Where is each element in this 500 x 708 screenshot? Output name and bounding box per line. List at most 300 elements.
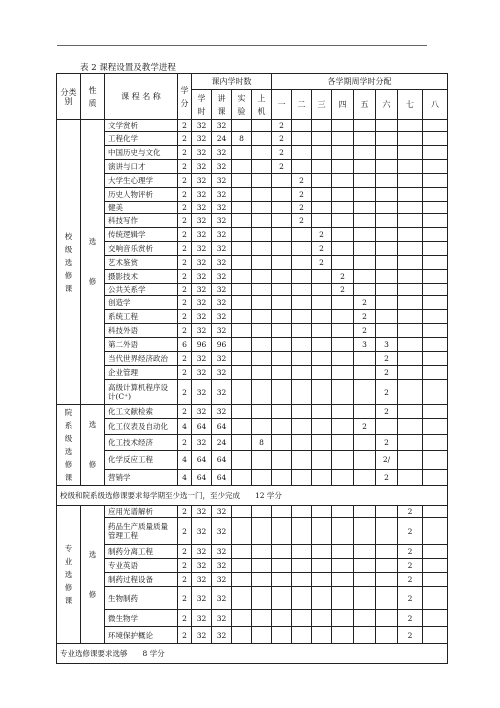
semester-hours-cell	[398, 338, 423, 352]
total-cell: 96	[192, 338, 212, 352]
semester-hours-cell	[312, 610, 332, 627]
semester-hours-cell	[332, 627, 354, 644]
semester-hours-cell: 2	[272, 160, 292, 174]
course-name-cell: 应用光谱解析	[105, 506, 178, 518]
semester-hours-cell	[332, 380, 354, 405]
semester-hours-cell	[354, 587, 376, 610]
lecture-cell: 32	[212, 545, 232, 559]
credit-cell: 2	[178, 518, 192, 545]
semester-hours-cell	[398, 228, 423, 242]
computer-cell	[252, 270, 272, 284]
header-total-hours: 学时	[192, 90, 212, 120]
semester-hours-cell	[272, 228, 292, 242]
semester-hours-cell	[312, 324, 332, 338]
table-caption: 表 2 课程设置及教学进程	[80, 63, 176, 73]
semester-hours-cell	[332, 160, 354, 174]
semester-hours-cell: 2	[376, 366, 398, 380]
lecture-cell: 64	[212, 469, 232, 485]
credit-cell: 2	[178, 284, 192, 296]
table-row	[57, 160, 448, 174]
semester-hours-cell	[332, 338, 354, 352]
semester-hours-cell	[354, 146, 376, 160]
semester-hours-cell: 2	[376, 352, 398, 366]
total-cell: 32	[192, 242, 212, 256]
semester-hours-cell	[292, 120, 312, 132]
table-row	[57, 434, 448, 450]
total-cell: 32	[192, 202, 212, 214]
semester-hours-cell	[292, 296, 312, 310]
semester-hours-cell	[272, 559, 292, 573]
lecture-cell: 64	[212, 451, 232, 469]
lecture-cell: 32	[212, 352, 232, 366]
lab-cell	[232, 573, 252, 587]
computer-cell	[252, 242, 272, 256]
course-table	[56, 73, 448, 664]
semester-hours-cell	[272, 627, 292, 644]
computer-cell	[252, 405, 272, 419]
lab-cell	[232, 338, 252, 352]
course-name-cell: 系统工程	[105, 310, 178, 324]
credit-cell: 2	[178, 610, 192, 627]
credit-cell: 2	[178, 366, 192, 380]
computer-cell: 8	[252, 434, 272, 450]
semester-hours-cell: 2	[272, 120, 292, 132]
credit-cell: 2	[178, 132, 192, 146]
semester-hours-cell	[423, 338, 448, 352]
table-row	[57, 559, 448, 573]
semester-hours-cell	[423, 366, 448, 380]
nature-cell: 选 修	[81, 405, 105, 486]
total-cell: 32	[192, 256, 212, 270]
semester-hours-cell	[332, 559, 354, 573]
credit-cell: 2	[178, 256, 192, 270]
semester-hours-cell	[423, 469, 448, 485]
lab-cell	[232, 228, 252, 242]
table-row	[57, 132, 448, 146]
semester-hours-cell: 2	[292, 174, 312, 188]
table-row	[57, 324, 448, 338]
category-cell: 专业选修课	[57, 506, 81, 644]
header-semester: 七	[398, 90, 423, 120]
semester-hours-cell	[398, 202, 423, 214]
credit-cell: 2	[178, 310, 192, 324]
semester-hours-cell	[312, 132, 332, 146]
semester-hours-cell	[398, 284, 423, 296]
semester-hours-cell	[423, 296, 448, 310]
semester-hours-cell	[272, 380, 292, 405]
computer-cell	[252, 132, 272, 146]
semester-hours-cell	[332, 132, 354, 146]
semester-hours-cell	[332, 434, 354, 450]
lecture-cell: 32	[212, 160, 232, 174]
computer-cell	[252, 202, 272, 214]
semester-hours-cell	[423, 146, 448, 160]
lab-cell	[232, 284, 252, 296]
semester-hours-cell	[423, 573, 448, 587]
semester-hours-cell	[292, 506, 312, 518]
lecture-cell: 24	[212, 434, 232, 450]
semester-hours-cell	[376, 587, 398, 610]
semester-hours-cell	[398, 380, 423, 405]
semester-hours-cell	[292, 610, 312, 627]
semester-hours-cell: 2	[398, 587, 423, 610]
lecture-cell: 32	[212, 202, 232, 214]
lecture-cell: 32	[212, 120, 232, 132]
total-cell: 32	[192, 284, 212, 296]
table-row	[57, 506, 448, 518]
lab-cell	[232, 146, 252, 160]
semester-hours-cell	[332, 228, 354, 242]
computer-cell	[252, 338, 272, 352]
semester-hours-cell	[423, 610, 448, 627]
total-cell: 32	[192, 352, 212, 366]
semester-hours-cell: 2	[332, 284, 354, 296]
course-name-cell: 工程化学	[105, 132, 178, 146]
semester-hours-cell	[354, 545, 376, 559]
category-cell: 校级选修课	[57, 120, 81, 405]
computer-cell	[252, 610, 272, 627]
semester-hours-cell: 2	[398, 559, 423, 573]
credit-cell: 4	[178, 469, 192, 485]
semester-hours-cell	[354, 174, 376, 188]
semester-hours-cell	[354, 380, 376, 405]
semester-hours-cell	[376, 202, 398, 214]
lab-cell: 8	[232, 132, 252, 146]
lab-cell	[232, 296, 252, 310]
course-name-cell: 药品生产质量质量管理工程	[105, 518, 178, 545]
semester-hours-cell	[376, 256, 398, 270]
total-cell: 32	[192, 587, 212, 610]
table-row	[57, 573, 448, 587]
lecture-cell: 24	[212, 132, 232, 146]
semester-hours-cell: 2	[312, 256, 332, 270]
semester-hours-cell	[398, 451, 423, 469]
computer-cell	[252, 120, 272, 132]
semester-hours-cell	[376, 174, 398, 188]
semester-hours-cell	[332, 146, 354, 160]
semester-hours-cell: 2	[398, 627, 423, 644]
lab-cell	[232, 610, 252, 627]
credit-cell: 6	[178, 338, 192, 352]
semester-hours-cell	[272, 419, 292, 434]
course-name-cell: 高级计算机程序设计(C⁺)	[105, 380, 178, 405]
course-name-cell: 大学生心理学	[105, 174, 178, 188]
semester-hours-cell	[332, 366, 354, 380]
semester-hours-cell	[398, 310, 423, 324]
lab-cell	[232, 627, 252, 644]
credit-cell: 2	[178, 405, 192, 419]
semester-hours-cell	[423, 160, 448, 174]
computer-cell	[252, 296, 272, 310]
semester-hours-cell	[272, 284, 292, 296]
semester-hours-cell	[423, 352, 448, 366]
semester-hours-cell	[292, 545, 312, 559]
semester-hours-cell: 3	[354, 338, 376, 352]
semester-hours-cell	[332, 419, 354, 434]
credit-cell: 2	[178, 587, 192, 610]
lab-cell	[232, 405, 252, 419]
semester-hours-cell	[272, 352, 292, 366]
header-credit: 学分	[178, 74, 192, 120]
semester-hours-cell	[272, 518, 292, 545]
lab-cell	[232, 310, 252, 324]
semester-hours-cell	[332, 518, 354, 545]
lab-cell	[232, 188, 252, 202]
semester-hours-cell	[354, 132, 376, 146]
table-row	[57, 214, 448, 228]
semester-hours-cell	[354, 366, 376, 380]
semester-hours-cell	[312, 380, 332, 405]
credit-cell: 2	[178, 506, 192, 518]
table-row	[57, 587, 448, 610]
semester-hours-cell	[332, 405, 354, 419]
semester-hours-cell	[423, 256, 448, 270]
nature-cell: 选 修	[81, 506, 105, 644]
semester-hours-cell	[354, 120, 376, 132]
semester-hours-cell	[312, 296, 332, 310]
semester-hours-cell	[272, 545, 292, 559]
semester-hours-cell	[376, 573, 398, 587]
semester-hours-cell	[332, 310, 354, 324]
semester-hours-cell	[376, 419, 398, 434]
course-name-cell: 第二外语	[105, 338, 178, 352]
semester-hours-cell	[332, 296, 354, 310]
credit-cell: 2	[178, 228, 192, 242]
semester-hours-cell	[292, 469, 312, 485]
total-cell: 32	[192, 324, 212, 338]
semester-hours-cell: 2	[292, 188, 312, 202]
course-name-cell: 艺术鉴赏	[105, 256, 178, 270]
semester-hours-cell: 2/	[376, 451, 398, 469]
computer-cell	[252, 160, 272, 174]
computer-cell	[252, 256, 272, 270]
course-name-cell: 创造学	[105, 296, 178, 310]
computer-cell	[252, 214, 272, 228]
lab-cell	[232, 469, 252, 485]
semester-hours-cell: 2	[272, 132, 292, 146]
semester-hours-cell	[398, 214, 423, 228]
table-row	[57, 310, 448, 324]
semester-hours-cell	[272, 451, 292, 469]
credit-cell: 2	[178, 214, 192, 228]
summary-text: 校级和院系级选修课要求每学期至少选一门，至少完成 12 学分	[57, 486, 448, 506]
course-name-cell: 企业管理	[105, 366, 178, 380]
semester-hours-cell	[376, 188, 398, 202]
semester-hours-cell: 2	[398, 545, 423, 559]
total-cell: 32	[192, 214, 212, 228]
summary-row	[57, 644, 448, 664]
semester-hours-cell	[376, 284, 398, 296]
semester-hours-cell	[423, 188, 448, 202]
semester-hours-cell	[312, 419, 332, 434]
total-cell: 32	[192, 296, 212, 310]
header-semester: 八	[423, 90, 448, 120]
lecture-cell: 32	[212, 405, 232, 419]
course-name-cell: 制药过程设备	[105, 573, 178, 587]
table-row	[57, 518, 448, 545]
header-semester-group: 各学期周学时分配	[272, 74, 448, 90]
course-name-cell: 化工技术经济	[105, 434, 178, 450]
total-cell: 32	[192, 380, 212, 405]
credit-cell: 2	[178, 324, 192, 338]
computer-cell	[252, 506, 272, 518]
table-row	[57, 338, 448, 352]
credit-cell: 2	[178, 545, 192, 559]
semester-hours-cell	[376, 506, 398, 518]
lecture-cell: 96	[212, 338, 232, 352]
semester-hours-cell: 2	[398, 506, 423, 518]
semester-hours-cell	[376, 146, 398, 160]
semester-hours-cell	[292, 284, 312, 296]
semester-hours-cell: 2	[292, 202, 312, 214]
semester-hours-cell	[312, 366, 332, 380]
semester-hours-cell	[354, 405, 376, 419]
semester-hours-cell	[376, 518, 398, 545]
total-cell: 32	[192, 228, 212, 242]
lecture-cell: 32	[212, 256, 232, 270]
semester-hours-cell	[354, 559, 376, 573]
semester-hours-cell	[423, 627, 448, 644]
total-cell: 32	[192, 160, 212, 174]
semester-hours-cell	[292, 627, 312, 644]
header-semester: 四	[332, 90, 354, 120]
semester-hours-cell	[292, 338, 312, 352]
semester-hours-cell	[332, 174, 354, 188]
semester-hours-cell	[423, 174, 448, 188]
header-semester: 三	[312, 90, 332, 120]
lab-cell	[232, 545, 252, 559]
semester-hours-cell	[354, 214, 376, 228]
semester-hours-cell	[398, 434, 423, 450]
semester-hours-cell	[312, 338, 332, 352]
semester-hours-cell	[292, 242, 312, 256]
semester-hours-cell	[312, 573, 332, 587]
semester-hours-cell	[423, 434, 448, 450]
table-row	[57, 352, 448, 366]
table-row	[57, 120, 448, 132]
lecture-cell: 32	[212, 214, 232, 228]
semester-hours-cell	[423, 284, 448, 296]
credit-cell: 2	[178, 627, 192, 644]
credit-cell: 2	[178, 146, 192, 160]
semester-hours-cell	[332, 188, 354, 202]
total-cell: 32	[192, 270, 212, 284]
semester-hours-cell	[423, 419, 448, 434]
semester-hours-cell	[398, 366, 423, 380]
header-semester: 六	[376, 90, 398, 120]
semester-hours-cell	[376, 559, 398, 573]
credit-cell: 2	[178, 296, 192, 310]
total-cell: 32	[192, 174, 212, 188]
semester-hours-cell: 2	[332, 270, 354, 284]
total-cell: 32	[192, 610, 212, 627]
lab-cell	[232, 518, 252, 545]
total-cell: 64	[192, 451, 212, 469]
semester-hours-cell	[272, 405, 292, 419]
semester-hours-cell	[272, 256, 292, 270]
lab-cell	[232, 451, 252, 469]
lecture-cell: 32	[212, 270, 232, 284]
semester-hours-cell: 2	[312, 242, 332, 256]
semester-hours-cell	[398, 120, 423, 132]
course-name-cell: 健美	[105, 202, 178, 214]
semester-hours-cell	[423, 202, 448, 214]
semester-hours-cell	[292, 146, 312, 160]
total-cell: 32	[192, 146, 212, 160]
semester-hours-cell	[423, 132, 448, 146]
semester-hours-cell	[312, 270, 332, 284]
semester-hours-cell	[332, 610, 354, 627]
semester-hours-cell	[376, 228, 398, 242]
semester-hours-cell	[423, 587, 448, 610]
lecture-cell: 32	[212, 506, 232, 518]
semester-hours-cell	[398, 146, 423, 160]
semester-hours-cell: 2	[376, 380, 398, 405]
semester-hours-cell	[354, 242, 376, 256]
course-name-cell: 化工仪表及自动化	[105, 419, 178, 434]
course-name-cell: 公共关系学	[105, 284, 178, 296]
semester-hours-cell	[423, 270, 448, 284]
semester-hours-cell	[376, 160, 398, 174]
table-row	[57, 284, 448, 296]
total-cell: 32	[192, 366, 212, 380]
semester-hours-cell	[272, 610, 292, 627]
semester-hours-cell	[423, 324, 448, 338]
semester-hours-cell	[332, 324, 354, 338]
semester-hours-cell	[312, 587, 332, 610]
total-cell: 32	[192, 506, 212, 518]
credit-cell: 2	[178, 270, 192, 284]
semester-hours-cell: 2	[354, 310, 376, 324]
semester-hours-cell	[354, 228, 376, 242]
semester-hours-cell	[354, 202, 376, 214]
semester-hours-cell	[398, 469, 423, 485]
lecture-cell: 32	[212, 310, 232, 324]
table-row	[57, 242, 448, 256]
semester-hours-cell	[272, 573, 292, 587]
semester-hours-cell	[332, 469, 354, 485]
computer-cell	[252, 627, 272, 644]
computer-cell	[252, 352, 272, 366]
computer-cell	[252, 469, 272, 485]
header-course-name: 课 程 名 称	[105, 74, 178, 120]
course-name-cell: 制药分离工程	[105, 545, 178, 559]
total-cell: 64	[192, 419, 212, 434]
semester-hours-cell	[423, 506, 448, 518]
semester-hours-cell	[292, 352, 312, 366]
lecture-cell: 32	[212, 242, 232, 256]
semester-hours-cell: 2	[398, 518, 423, 545]
lecture-cell: 32	[212, 324, 232, 338]
semester-hours-cell	[354, 256, 376, 270]
table-row	[57, 270, 448, 284]
table-row	[57, 545, 448, 559]
semester-hours-cell	[312, 188, 332, 202]
lab-cell	[232, 366, 252, 380]
semester-hours-cell	[292, 270, 312, 284]
lab-cell	[232, 587, 252, 610]
computer-cell	[252, 419, 272, 434]
semester-hours-cell	[272, 324, 292, 338]
semester-hours-cell	[332, 506, 354, 518]
lecture-cell: 32	[212, 284, 232, 296]
course-name-cell: 化学反应工程	[105, 451, 178, 469]
semester-hours-cell	[423, 228, 448, 242]
semester-hours-cell	[376, 610, 398, 627]
course-name-cell: 化工文献检索	[105, 405, 178, 419]
semester-hours-cell	[272, 270, 292, 284]
computer-cell	[252, 284, 272, 296]
